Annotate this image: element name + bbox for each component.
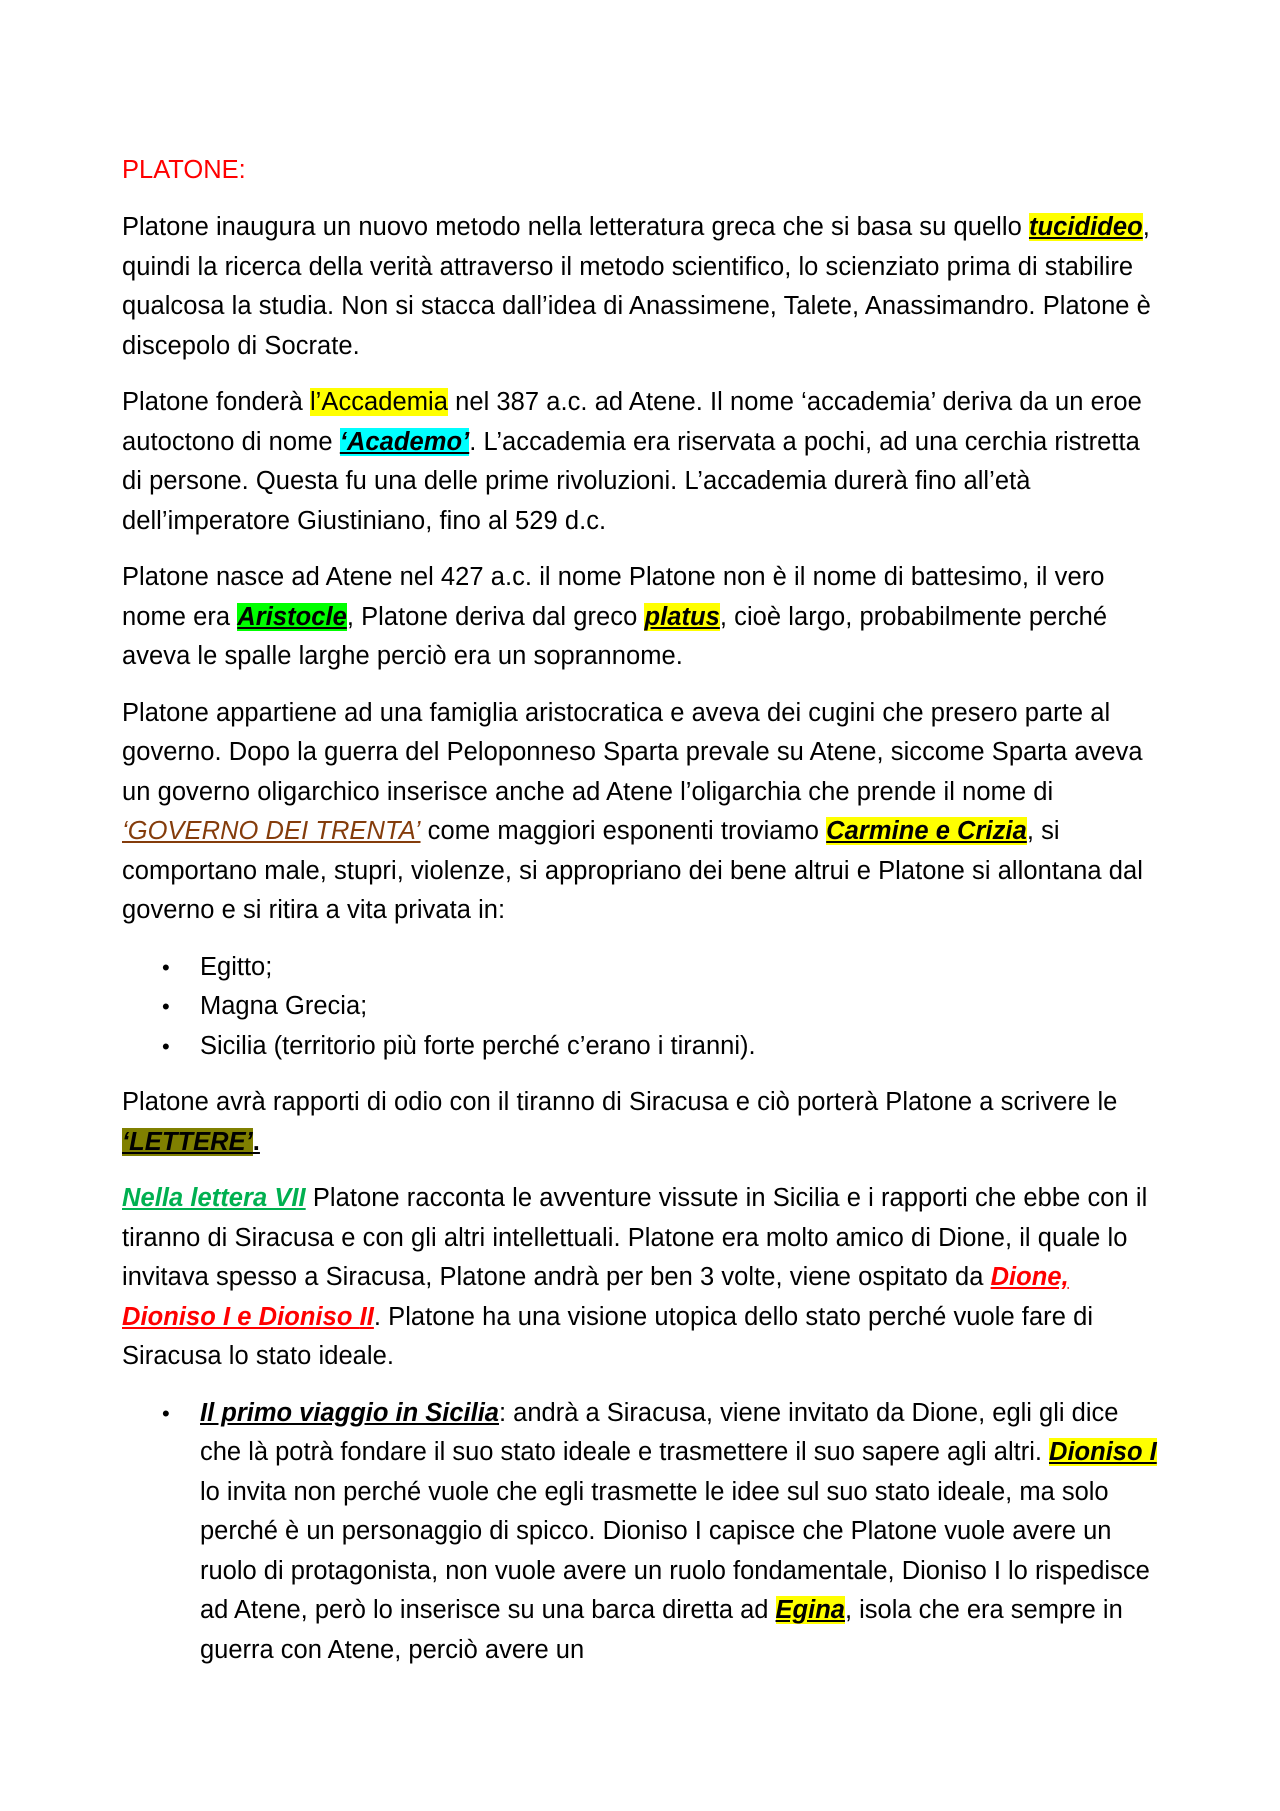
text: , Platone deriva dal greco xyxy=(346,602,645,631)
highlight-dione-dioniso: Dione, Dioniso I e Dioniso xyxy=(122,1263,1069,1331)
bullet-icon: • xyxy=(162,994,170,1019)
text: , si comportano male, stupri, violenze, si appropriano dei bene altrui e Platone si allontana dal governo e si ritira a vita privata in: xyxy=(122,817,1143,924)
highlight-platus: platus xyxy=(644,602,720,631)
text: Platone avrà rapporti di odio con il tiranno di Siracusa e ciò porterà Platone a scrivere le xyxy=(122,1088,1118,1116)
highlight-egina: Egina xyxy=(775,1596,845,1624)
highlight-lettera-vii: Nella lettera VII xyxy=(122,1184,306,1212)
text: Platone nasce ad Atene nel 427 a.c. il nome Platone non è il nome di battesimo, il vero nome era xyxy=(122,563,1105,631)
highlight-tucidideo: tucidideo xyxy=(1028,213,1143,241)
text: Platone racconta le avventure vissute in Sicilia e i rapporti che ebbe con il tiranno di Siracusa e con gli altri intellettuali. Platone era molto amico di Dione, il quale lo invitava spesso a Siracusa, Platone andrà per ben 3 volte, viene ospitato da xyxy=(122,1184,1148,1291)
places-list xyxy=(122,948,1160,1067)
list-item xyxy=(122,1027,1160,1067)
highlight-aristocle: Aristocle xyxy=(237,602,347,631)
highlight-carmine-crizia: Carmine e Crizia xyxy=(826,817,1027,845)
text: Platone inaugura un nuovo metodo nella letteratura greca che si basa su quello xyxy=(122,213,1029,241)
text: , quindi la ricerca della verità attraverso il metodo scientifico, lo scienziato prima di stabilire qualcosa la studia. Non si stacca dall’idea di Anassimene, Talete, Anassimandro. Platone è discepolo di Socrate. xyxy=(122,213,1151,360)
paragraph-family xyxy=(122,694,1160,931)
highlight-academo: ‘Academo’ xyxy=(339,427,470,456)
paragraph-lettere xyxy=(122,1083,1160,1162)
text: : andrà a Siracusa, viene invitato da Dione, egli gli dice che là potrà fondare il suo stato ideale e trasmettere il suo sapere agli altri. xyxy=(200,1398,1119,1466)
bullet-icon: • xyxy=(162,954,170,980)
text: Platone appartiene ad una famiglia aristocratica e aveva dei cugini che presero parte al governo. Dopo la guerra del Peloponneso Sparta prevale su Atene, siccome Sparta aveva un governo oligarchico inserisce anche ad Atene l’oligarchia che prende il nome di xyxy=(122,698,1143,806)
paragraph-birth xyxy=(122,558,1160,677)
highlight-lettere: ‘LETTERE’ xyxy=(122,1127,253,1156)
highlight-governo-trenta: ‘GOVERNO DEI TRENTA’ xyxy=(122,817,421,845)
list-item xyxy=(122,1394,1160,1671)
list-item-text: Sicilia (territorio più forte perché c’erano i tiranni). xyxy=(200,1031,756,1060)
list-item xyxy=(122,987,1160,1027)
text: . xyxy=(252,1127,260,1156)
bullet-icon: • xyxy=(162,1033,170,1059)
list-item-text: Magna Grecia; xyxy=(200,992,368,1020)
page-title: PLATONE: xyxy=(122,156,246,184)
text: lo invita non perché vuole che egli trasmette le idee sul suo stato ideale, ma solo perché è un personaggio di spicco. Dioniso I capisce che Platone vuole avere un ruolo di protagonista, non vuole avere un ruolo fondamentale, Dioniso I lo rispedisce ad Atene, però lo inserisce su una barca diretta ad xyxy=(200,1477,1150,1624)
text: come maggiori esponenti troviamo xyxy=(420,817,827,845)
highlight-dioniso-i: Dioniso I xyxy=(1049,1438,1157,1466)
list-item-text: Egitto; xyxy=(200,952,273,981)
bullet-icon: • xyxy=(162,1400,170,1426)
paragraph-lettera-vii xyxy=(122,1179,1160,1377)
paragraph-accademia xyxy=(122,383,1160,541)
highlight-dioniso-ii: II xyxy=(359,1302,374,1331)
highlight-primo-viaggio: Il primo viaggio in Sicilia xyxy=(200,1398,499,1427)
journeys-list xyxy=(122,1394,1160,1671)
highlight-accademia: l’Accademia xyxy=(309,388,448,416)
text: . Platone ha una visione utopica dello stato perché vuole fare di Siracusa lo stato ideale. xyxy=(122,1302,1094,1370)
text: , cioè largo, probabilmente perché aveva le spalle larghe perciò era un soprannome. xyxy=(122,602,1108,670)
text: , isola che era sempre in guerra con Atene, perciò avere un xyxy=(200,1596,1123,1664)
text: nel 387 a.c. ad Atene. Il nome ‘accademia’ deriva da un eroe autoctono di nome xyxy=(122,388,1142,456)
paragraph-method xyxy=(122,208,1160,366)
list-item xyxy=(122,948,1160,988)
text: . L’accademia era riservata a pochi, ad una cerchia ristretta di persone. Questa fu una delle prime rivoluzioni. L’accademia durerà fino all’età dell’imperatore Giustiniano, fino al 529 d.c. xyxy=(122,427,1140,535)
text: Platone fonderà xyxy=(122,388,310,416)
